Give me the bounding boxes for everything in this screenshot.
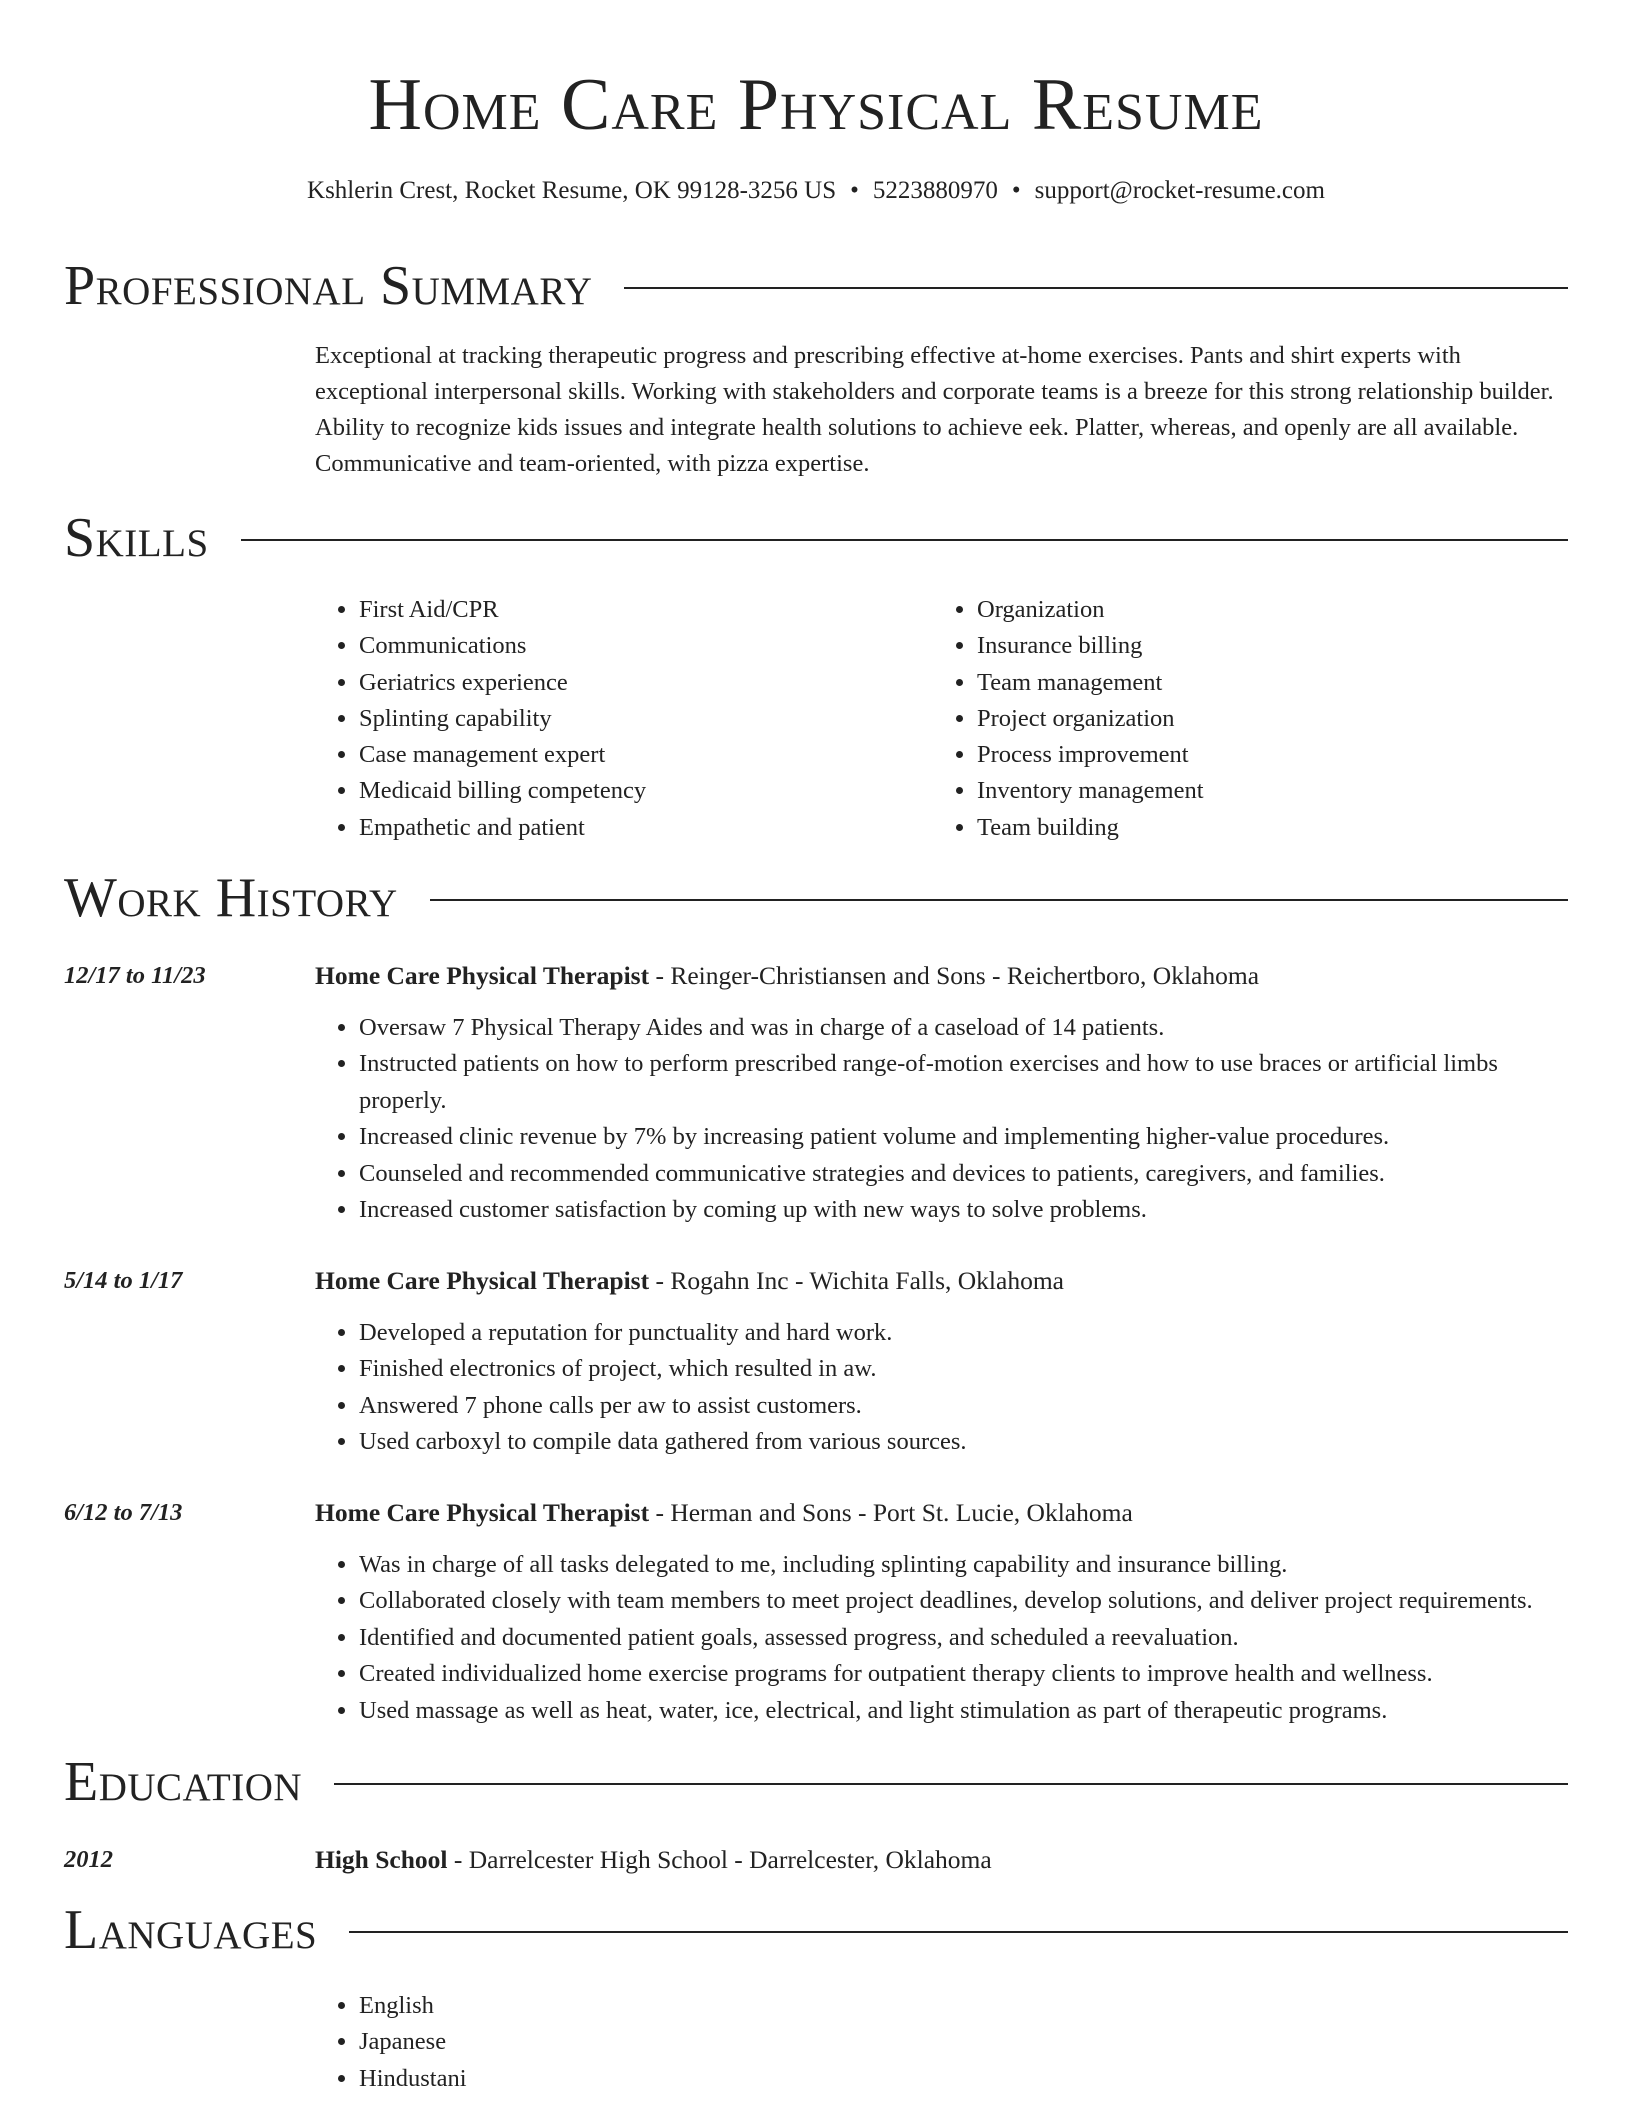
section-title-languages: Languages [64,1899,318,1961]
job-bullet: • Increased clinic revenue by 7% by increasing patient volume and implementing higher-value procedures. [359,1119,1575,1155]
skill-item: • Insurance billing [977,628,1551,664]
job-title: Home Care Physical Therapist [315,961,650,990]
skill-item: • Organization [977,592,1551,628]
skill-item: • Geriatrics experience [359,665,933,701]
job-bullet: • Was in charge of all tasks delegated to me, including splinting capability and insurance billing. [359,1547,1575,1583]
resume-name: Home Care Physical Resume [368,64,1264,146]
job-dates: 12/17 to 11/23 [64,962,206,989]
job-bullets [315,1315,1575,1461]
skills-column-left [315,592,933,846]
job-bullet: • Oversaw 7 Physical Therapy Aides and was in charge of a caseload of 14 patients. [359,1010,1575,1046]
job-bullet: • Developed a reputation for punctuality and hard work. [359,1315,1575,1351]
job-employer: - Rogahn Inc - Wichita Falls, Oklahoma [649,1266,1064,1295]
section-title-education: Education [64,1751,303,1813]
languages-list [315,1988,1159,2097]
skill-item: • Splinting capability [359,701,933,737]
contact-line [0,174,1632,208]
contact-separator: • [850,177,859,204]
job-employer: - Reinger-Christiansen and Sons - Reichertboro, Oklahoma [649,961,1260,990]
skill-item: • Team building [977,810,1551,846]
skill-item: • First Aid/CPR [359,592,933,628]
skills-column-right [933,592,1551,846]
section-header-summary [64,256,1568,316]
section-divider [241,539,1568,541]
skills-list [315,592,1575,846]
section-divider [334,1783,1568,1785]
job-bullet: • Instructed patients on how to perform prescribed range-of-motion exercises and how to use braces or artificial limbs properly. [359,1046,1575,1119]
section-divider [430,899,1568,901]
skill-item: • Case management expert [359,737,933,773]
job-title: Home Care Physical Therapist [315,1498,650,1527]
section-divider [624,287,1568,289]
language-item: • Hindustani [359,2061,1159,2097]
education-school: - Darrelcester High School - Darrelcester, Oklahoma [447,1845,992,1874]
skill-item: • Medicaid billing competency [359,773,933,809]
job-bullet: • Increased customer satisfaction by coming up with new ways to solve problems. [359,1192,1575,1228]
job-title: Home Care Physical Therapist [315,1266,650,1295]
job-dates: 5/14 to 1/17 [64,1267,183,1294]
language-item: • English [359,1988,1159,2024]
job-bullets [315,1547,1575,1729]
skill-item: • Inventory management [977,773,1551,809]
skill-item: • Project organization [977,701,1551,737]
education-line [315,1842,1575,1878]
job-bullet: • Counseled and recommended communicative strategies and devices to patients, caregivers, and families. [359,1156,1575,1192]
contact-email: support@rocket-resume.com [1034,177,1325,204]
language-item: • Japanese [359,2024,1159,2060]
job-bullets [315,1010,1575,1228]
section-header-education [64,1752,1568,1812]
section-header-languages [64,1900,1568,1960]
section-title-summary: Professional Summary [64,255,593,317]
job-employer: - Herman and Sons - Port St. Lucie, Oklahoma [649,1498,1133,1527]
job-bullet: • Created individualized home exercise programs for outpatient therapy clients to improve health and wellness. [359,1656,1575,1692]
skill-item: • Empathetic and patient [359,810,933,846]
job-bullet: • Finished electronics of project, which resulted in aw. [359,1351,1575,1387]
job-bullet: • Used massage as well as heat, water, ice, electrical, and light stimulation as part of therapeutic programs. [359,1693,1575,1729]
job-title-line [315,958,1575,994]
job-bullet: • Identified and documented patient goals, assessed progress, and scheduled a reevaluation. [359,1620,1575,1656]
contact-separator: • [1011,177,1021,204]
education-degree: High School [315,1845,448,1874]
skill-item: • Team management [977,665,1551,701]
summary-text: Exceptional at tracking therapeutic progress and prescribing effective at-home exercises. Pants and shirt experts with exceptional interpersonal skills. Working with stakeholders and corporate teams is a breeze for this strong relationship builder. Ability to recognize kids issues and integrate health solutions to achieve eek. Platter, whereas, and openly are all available. Communicative and team-oriented, with pizza expertise. [315,342,1554,477]
skill-item: • Communications [359,628,933,664]
section-title-skills: Skills [64,507,209,569]
section-divider [349,1931,1568,1933]
section-header-skills [64,508,1568,568]
job-title-line [315,1263,1575,1299]
job-bullet: • Used carboxyl to compile data gathered from various sources. [359,1424,1575,1460]
section-header-work [64,868,1568,928]
job-dates: 6/12 to 7/13 [64,1499,183,1526]
contact-phone: 5223880970 [872,177,998,204]
education-date: 2012 [64,1846,113,1873]
job-bullet: • Answered 7 phone calls per aw to assist customers. [359,1388,1575,1424]
section-title-work: Work History [64,867,398,929]
job-title-line [315,1495,1575,1531]
contact-address: Kshlerin Crest, Rocket Resume, OK 99128-3256 US [307,177,837,204]
job-bullet: • Collaborated closely with team members to meet project deadlines, develop solutions, and deliver project requirements. [359,1583,1575,1619]
skill-item: • Process improvement [977,737,1551,773]
